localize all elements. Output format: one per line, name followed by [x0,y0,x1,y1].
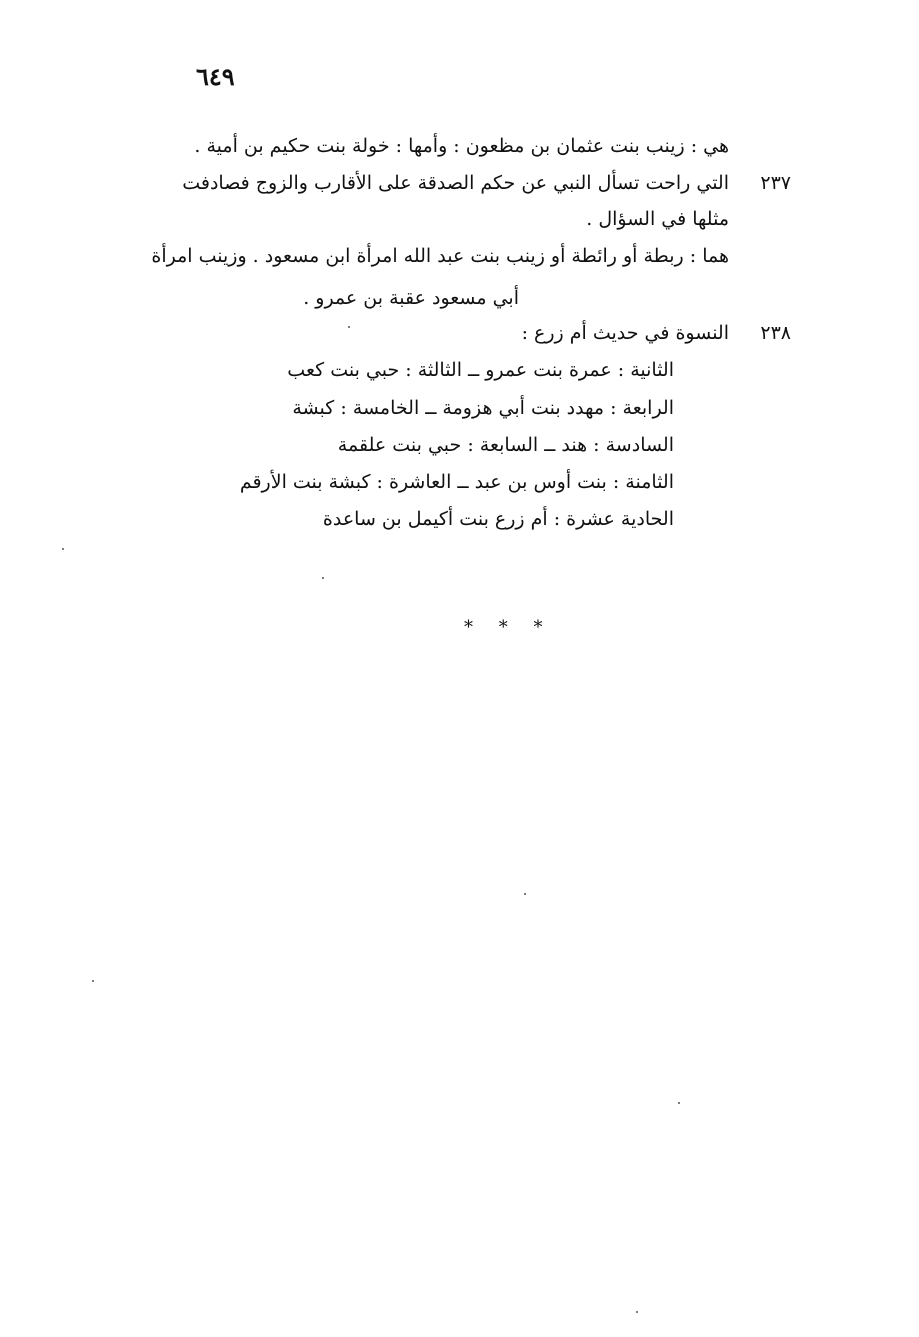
list-item: الثانية : عمرة بنت عمرو ــ الثالثة : حبي بنت كعب [287,359,674,381]
section-ornament: * * * [464,617,553,638]
list-item: الرابعة : مهدد بنت أبي هزومة ــ الخامسة : كبشة [292,397,674,419]
text-line: هما : ربطة أو رائطة أو زينب بنت عبد الله امرأة ابن مسعود . وزينب امرأة [151,245,729,267]
scan-speck [348,326,350,328]
entry-number: ٢٣٨ [760,322,791,344]
scan-speck [92,980,94,982]
list-item: السادسة : هند ــ السابعة : حبي بنت علقمة [337,434,674,456]
text-line: التي راحت تسأل النبي عن حكم الصدقة على الأقارب والزوج فصادفت [182,172,729,194]
text-line: هي : زينب بنت عثمان بن مظعون : وأمها : خولة بنت حكيم بن أمية . [194,135,729,157]
scan-speck [636,1311,638,1313]
list-item: الحادية عشرة : أم زرع بنت أكيمل بن ساعدة [322,508,674,530]
scan-speck [524,893,526,895]
entry-number: ٢٣٧ [760,172,791,194]
scan-speck [62,548,64,550]
text-line: النسوة في حديث أم زرع : [521,322,729,344]
scan-speck [678,1102,680,1104]
list-item: الثامنة : بنت أوس بن عبد ــ العاشرة : كبشة بنت الأرقم [239,471,674,493]
page-number: ٦٤٩ [196,62,235,91]
text-line: مثلها في السؤال . [586,208,729,230]
scan-speck [322,577,324,579]
text-line: أبي مسعود عقبة بن عمرو . [303,287,519,309]
